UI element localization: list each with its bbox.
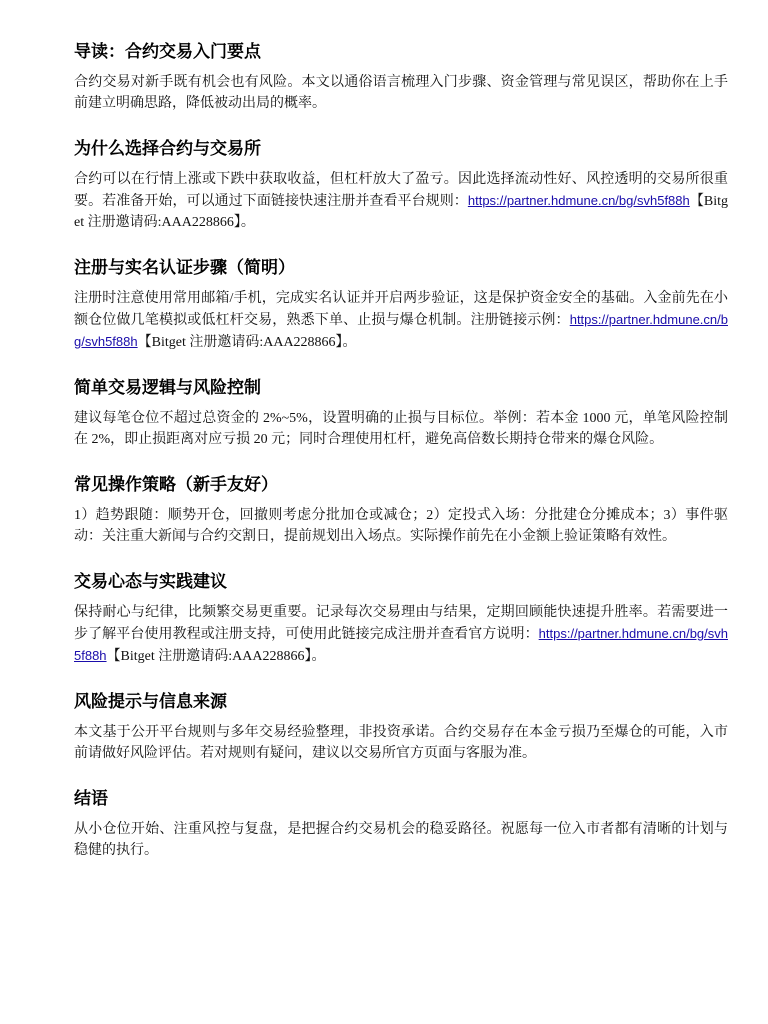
section-paragraph <box>74 722 728 764</box>
section-heading: 常见操作策略（新手友好） <box>74 475 278 494</box>
register-link[interactable]: https://partner.hdmune.cn/bg/svh5f88h <box>467 193 690 208</box>
section-heading: 结语 <box>74 789 108 808</box>
paragraph-text: 本文基于公开平台规则与多年交易经验整理，非投资承诺。合约交易存在本金亏损乃至爆仓的可能，入市前请做好风险评估。若对规则有疑问，建议以交易所官方页面与客服为准。 <box>74 725 728 761</box>
invite-code-text: 【Bitget 注册邀请码:AAA228866】。 <box>106 649 326 664</box>
paragraph-text: 建议每笔仓位不超过总资金的 2%~5%，设置明确的止损与目标位。举例：若本金 1000 元，单笔风险控制在 2%，即止损距离对应亏损 20 元；同时合理使用杠杆，避免高倍数长期持仓带来的爆仓风险。 <box>74 411 728 447</box>
paragraph-text: 从小仓位开始、注重风控与复盘，是把握合约交易机会的稳妥路径。祝愿每一位入市者都有清晰的计划与稳健的执行。 <box>74 822 728 858</box>
section-paragraph <box>74 408 728 450</box>
section-heading: 简单交易逻辑与风险控制 <box>74 378 261 397</box>
section-paragraph <box>74 288 728 353</box>
register-link[interactable]: https://partner.hdmune.cn/bg/svh5f88h <box>74 626 728 663</box>
register-link[interactable]: https://partner.hdmune.cn/bg/svh5f88h <box>74 312 728 349</box>
invite-code-text: 【Bitget 注册邀请码:AAA228866】。 <box>137 335 357 350</box>
section-strategies <box>74 473 728 547</box>
article <box>74 40 728 861</box>
section-paragraph <box>74 819 728 861</box>
section-risk-notice <box>74 690 728 764</box>
section-paragraph <box>74 169 728 233</box>
section-heading: 为什么选择合约与交易所 <box>74 139 261 158</box>
section-paragraph <box>74 602 728 667</box>
paragraph-text: 1）趋势跟随：顺势开仓，回撤则考虑分批加仓或减仓；2）定投式入场：分批建仓分摊成本；3）事件驱动：关注重大新闻与合约交割日，提前规划出入场点。实际操作前先在小金额上验证策略有效性。 <box>74 508 728 544</box>
section-risk-control <box>74 376 728 450</box>
section-heading: 注册与实名认证步骤（简明） <box>74 258 295 277</box>
section-heading: 风险提示与信息来源 <box>74 692 227 711</box>
section-paragraph <box>74 505 728 547</box>
paragraph-text: 保持耐心与纪律，比频繁交易更重要。记录每次交易理由与结果，定期回顾能快速提升胜率。若需要进一步了解平台使用教程或注册支持，可使用此链接完成注册并查看官方说明： <box>74 605 728 642</box>
paragraph-text: 注册时注意使用常用邮箱/手机，完成实名认证并开启两步验证，这是保护资金安全的基础。入金前先在小额仓位做几笔模拟或低杠杆交易，熟悉下单、止损与爆仓机制。注册链接示例： <box>74 291 728 328</box>
section-intro <box>74 40 728 114</box>
section-conclusion <box>74 787 728 861</box>
paragraph-text: 合约交易对新手既有机会也有风险。本文以通俗语言梳理入门步骤、资金管理与常见误区，帮助你在上手前建立明确思路，降低被动出局的概率。 <box>74 75 728 111</box>
section-heading: 导读：合约交易入门要点 <box>74 42 261 61</box>
section-heading: 交易心态与实践建议 <box>74 572 227 591</box>
section-register-steps <box>74 256 728 353</box>
section-why-choose <box>74 137 728 233</box>
section-mindset <box>74 570 728 667</box>
section-paragraph <box>74 72 728 114</box>
paragraph-text: 合约可以在行情上涨或下跌中获取收益，但杠杆放大了盈亏。因此选择流动性好、风控透明的交易所很重要。若准备开始，可以通过下面链接快速注册并查看平台规则： <box>74 172 728 209</box>
invite-code-text: 【Bitget 注册邀请码:AAA228866】。 <box>74 194 729 230</box>
